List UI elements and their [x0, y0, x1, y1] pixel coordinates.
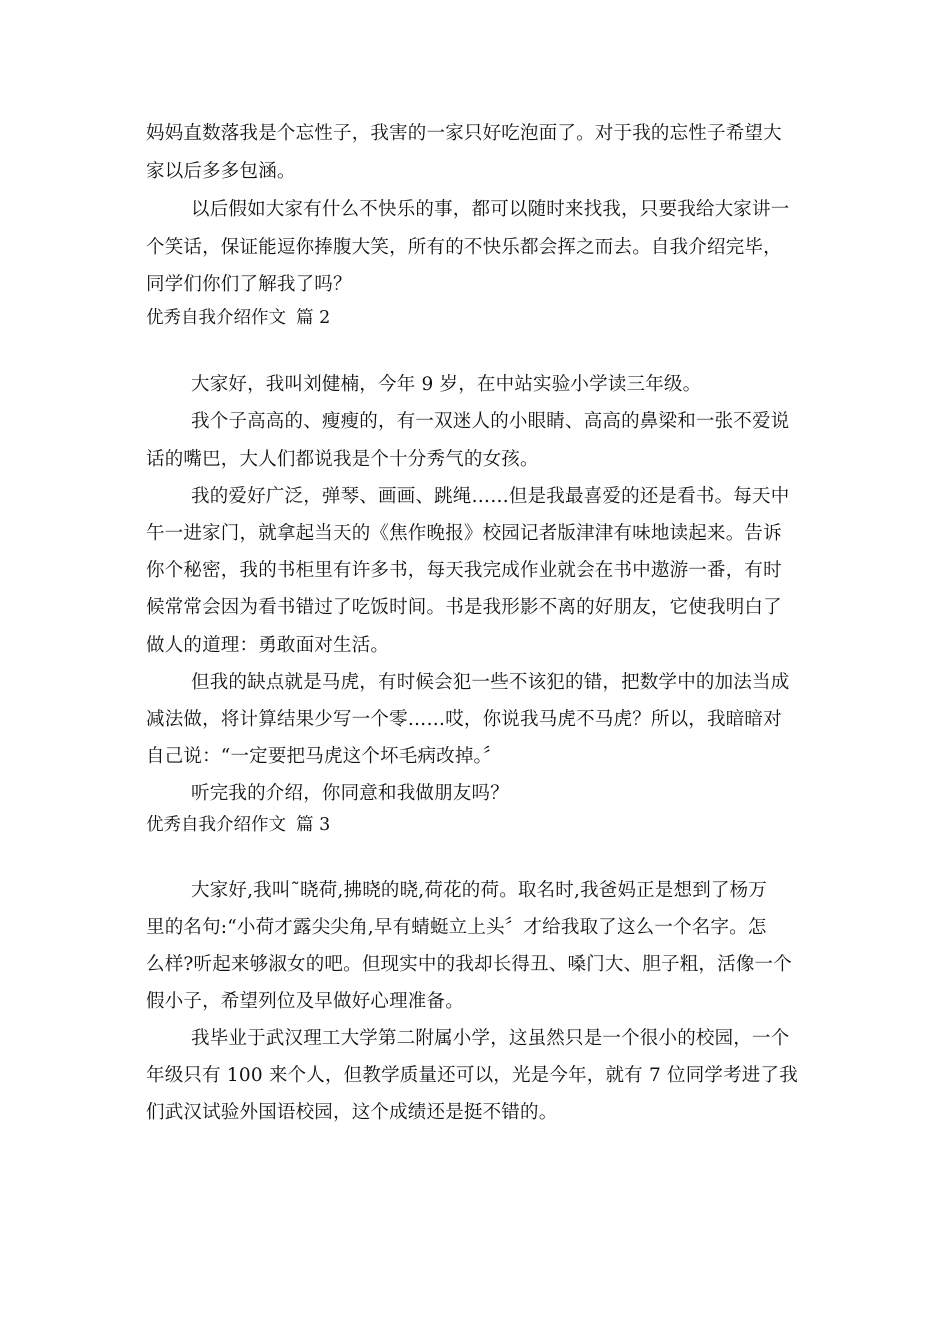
paragraph-line: 话的嘴巴，大人们都说我是个十分秀气的女孩。	[146, 449, 539, 470]
paragraph-line: 年级只有 100 来个人，但教学质量还可以，光是今年，就有 7 位同学考进了我	[146, 1065, 798, 1086]
paragraph-line: 但我的缺点就是马虎，有时候会犯一些不该犯的错，把数学中的加法当成	[191, 672, 790, 693]
paragraph-line: 里的名句:“小荷才露尖尖角,早有蜻蜓立上头〞才给我取了这么一个名字。怎	[146, 917, 767, 938]
paragraph-line: 以后假如大家有什么不快乐的事，都可以随时来找我，只要我给大家讲一	[191, 199, 790, 220]
paragraph-line: 个笑话，保证能逗你捧腹大笑，所有的不快乐都会挥之而去。自我介绍完毕，	[146, 237, 782, 258]
paragraph-line: 我的爱好广泛，弹琴、画画、跳绳……但是我最喜爱的还是看书。每天中	[191, 486, 790, 507]
paragraph-line: 们武汉试验外国语校园，这个成绩还是挺不错的。	[146, 1102, 558, 1123]
paragraph-line: 你个秘密，我的书柜里有许多书，每天我完成作业就会在书中遨游一番，有时	[146, 560, 782, 581]
paragraph-line: 家以后多多包涵。	[146, 161, 296, 182]
paragraph-line: 午一进家门，就拿起当天的《焦作晚报》校园记者版津津有味地读起来。告诉	[146, 523, 782, 544]
section-part: 篇 2	[296, 308, 331, 328]
paragraph-line: 大家好,我叫˜晓荷,拂晓的晓,荷花的荷。取名时,我爸妈正是想到了杨万	[191, 880, 768, 901]
section-heading-3	[146, 813, 330, 837]
paragraph-line: 同学们你们了解我了吗？	[146, 274, 352, 295]
paragraph-line: 候常常会因为看书错过了吃饭时间。书是我形影不离的好朋友，它使我明白了	[146, 597, 782, 618]
section-heading-2	[146, 306, 330, 330]
paragraph-line: 做人的道理：勇敢面对生活。	[146, 635, 390, 656]
paragraph-line: 我个子高高的、瘦瘦的，有一双迷人的小眼睛、高高的鼻梁和一张不爱说	[191, 411, 790, 432]
section-title: 优秀自我介绍作文	[146, 308, 286, 328]
paragraph-line: 假小子，希望列位及早做好心理准备。	[146, 991, 464, 1012]
paragraph-line: 听完我的介绍，你同意和我做朋友吗？	[191, 783, 509, 804]
paragraph-line: 自己说：“一定要把马虎这个坏毛病改掉。〞	[146, 746, 502, 767]
paragraph-line: 么样?听起来够淑女的吧。但现实中的我却长得丑、嗓门大、胆子粗，活像一个	[146, 954, 792, 975]
section-title: 优秀自我介绍作文	[146, 815, 286, 835]
section-part: 篇 3	[296, 815, 331, 835]
paragraph-line: 大家好，我叫刘健楠，今年 9 岁，在中站实验小学读三年级。	[191, 374, 702, 395]
paragraph-line: 减法做，将计算结果少写一个零……哎，你说我马虎不马虎？所以，我暗暗对	[146, 709, 782, 730]
paragraph-line: 妈妈直数落我是个忘性子，我害的一家只好吃泡面了。对于我的忘性子希望大	[146, 123, 782, 144]
paragraph-line: 我毕业于武汉理工大学第二附属小学，这虽然只是一个很小的校园，一个	[191, 1028, 790, 1049]
